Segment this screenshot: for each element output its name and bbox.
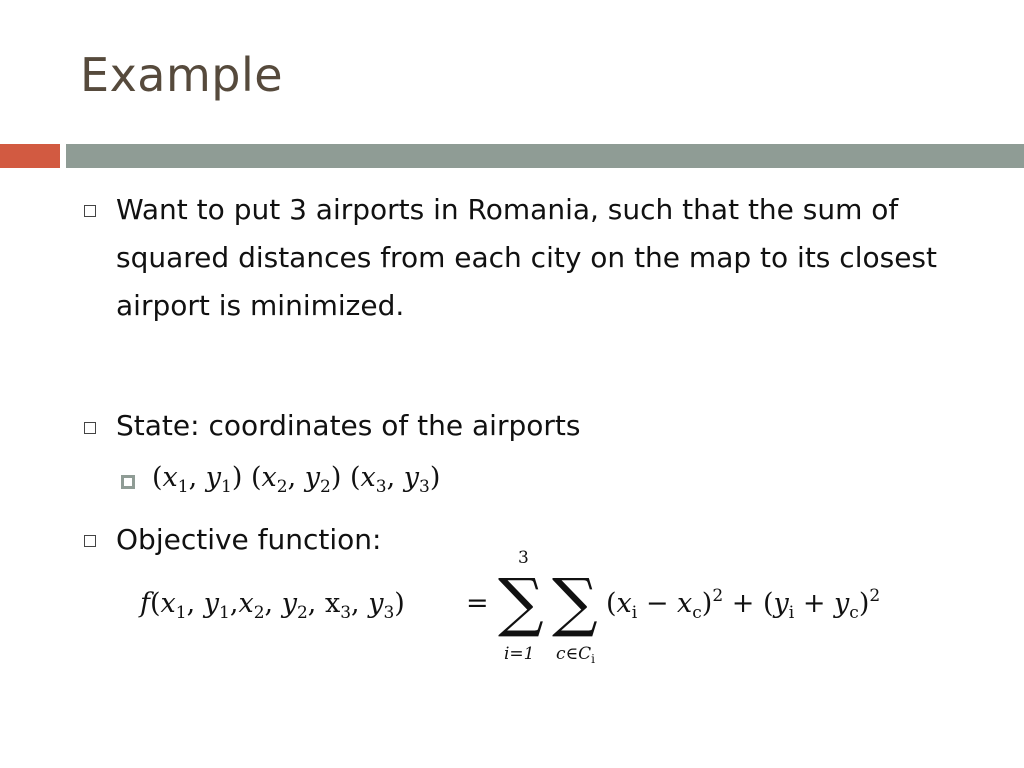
hollow-square-bullet-icon <box>84 422 96 434</box>
sum-symbol-1: ∑ <box>498 566 544 640</box>
formula-rhs: $(x_i - x_c)^2 + (y_i + y_c)^2$ <box>606 586 881 623</box>
title-divider-bar <box>66 144 1024 168</box>
sum-symbol-2: ∑ <box>552 566 598 640</box>
slide-title: Example <box>80 48 284 102</box>
title-accent-bar <box>0 144 60 168</box>
bullet-text-state: State: coordinates of the airports <box>116 409 581 442</box>
hollow-square-bullet-icon <box>84 535 96 547</box>
sum-upper-limit: 3 <box>518 548 529 568</box>
filled-square-bullet-icon <box>121 475 135 489</box>
objective-formula <box>140 548 1000 678</box>
formula-lhs: $f(x_1$, $y_1,x_2$, $y_2$, $x_3$, $y_3$) <box>140 588 405 623</box>
hollow-square-bullet-icon <box>84 205 96 217</box>
sum-lower-limit-2: $c\in C_i$ <box>556 644 595 666</box>
coordinates-expression: ($x_1$, $y_1$) ($x_2$, $y_2$) ($x_3$, $y_3$) <box>152 462 441 497</box>
formula-equals: = <box>466 588 489 619</box>
bullet-text-goal: Want to put 3 airports in Romania, such that the sum of squared distances from each city on the map to its closest airport is minimized. <box>116 193 937 322</box>
bullet-text-objective: Objective function: <box>116 523 382 556</box>
sum-lower-limit: i=1 <box>504 644 535 664</box>
